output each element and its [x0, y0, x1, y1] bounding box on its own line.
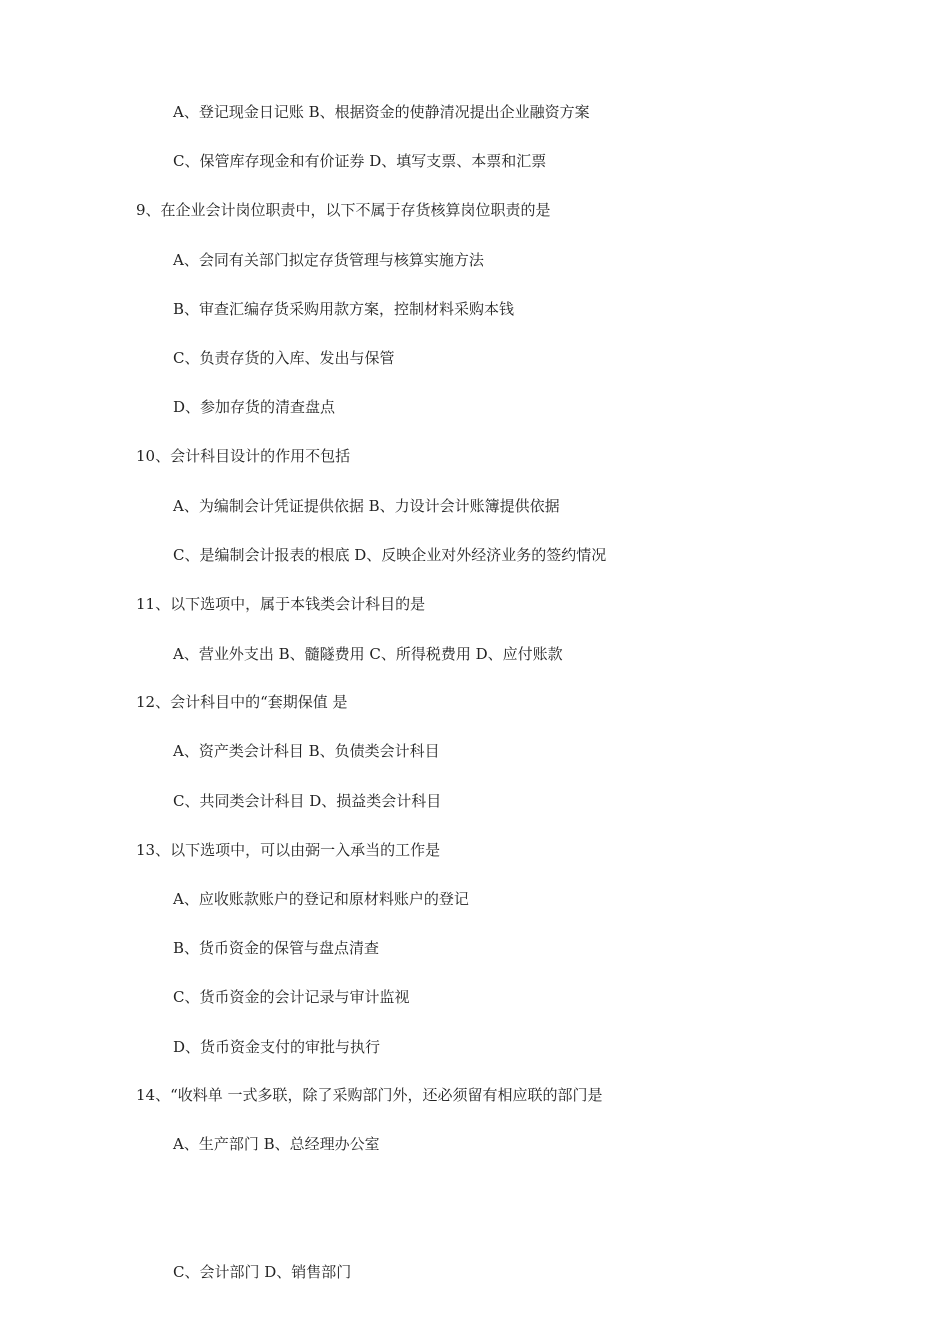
question-line: 11、以下选项中，属于本钱类会计科目的是	[136, 595, 426, 613]
option-line: D、货币资金支付的审批与执行	[173, 1038, 381, 1056]
option-line: A、应收账款账户的登记和原材料账户的登记	[173, 890, 469, 908]
question-line: 13、以下选项中，可以由弼一入承当的工作是	[136, 841, 441, 859]
question-line: 14、“收料单 一式多联，除了采购部门外，还必须留有相应联的部门是	[136, 1086, 603, 1104]
option-line: A、营业外支出 B、髓隧费用 C、所得税费用 D、应付账款	[173, 645, 563, 663]
option-line: B、审查汇编存货采购用款方案，控制材料采购本钱	[173, 300, 515, 318]
option-line: C、会计部门 D、销售部门	[173, 1263, 352, 1281]
option-line: A、生产部门 B、总经理办公室	[173, 1135, 380, 1153]
option-line: C、是编制会计报表的根底 D、反映企业对外经济业务的签约情况	[173, 546, 607, 564]
option-line: A、会同有关部门拟定存货管理与核算实施方法	[173, 251, 484, 269]
question-line: 9、在企业会计岗位职责中，以下不属于存货核算岗位职责的是	[136, 201, 551, 219]
question-line: 10、会计科目设计的作用不包括	[136, 447, 351, 465]
option-line: A、登记现金日记账 B、根据资金的使静清况提出企业融资方案	[173, 103, 590, 121]
option-line: A、资产类会计科目 B、负债类会计科目	[173, 742, 440, 760]
option-line: C、货币资金的会计记录与审计监视	[173, 988, 410, 1006]
option-line: D、参加存货的清查盘点	[173, 398, 336, 416]
option-line: B、货币资金的保管与盘点清查	[173, 939, 380, 957]
option-line: C、保管库存现金和有价证券 D、填写支票、本票和汇票	[173, 152, 547, 170]
option-line: C、负责存货的入库、发出与保管	[173, 349, 395, 367]
option-line: C、共同类会计科目 D、损益类会计科目	[173, 792, 442, 810]
question-line: 12、会计科目中的“套期保值 是	[136, 693, 348, 711]
option-line: A、为编制会计凭证提供依据 B、力设计会计账簿提供依据	[173, 497, 560, 515]
